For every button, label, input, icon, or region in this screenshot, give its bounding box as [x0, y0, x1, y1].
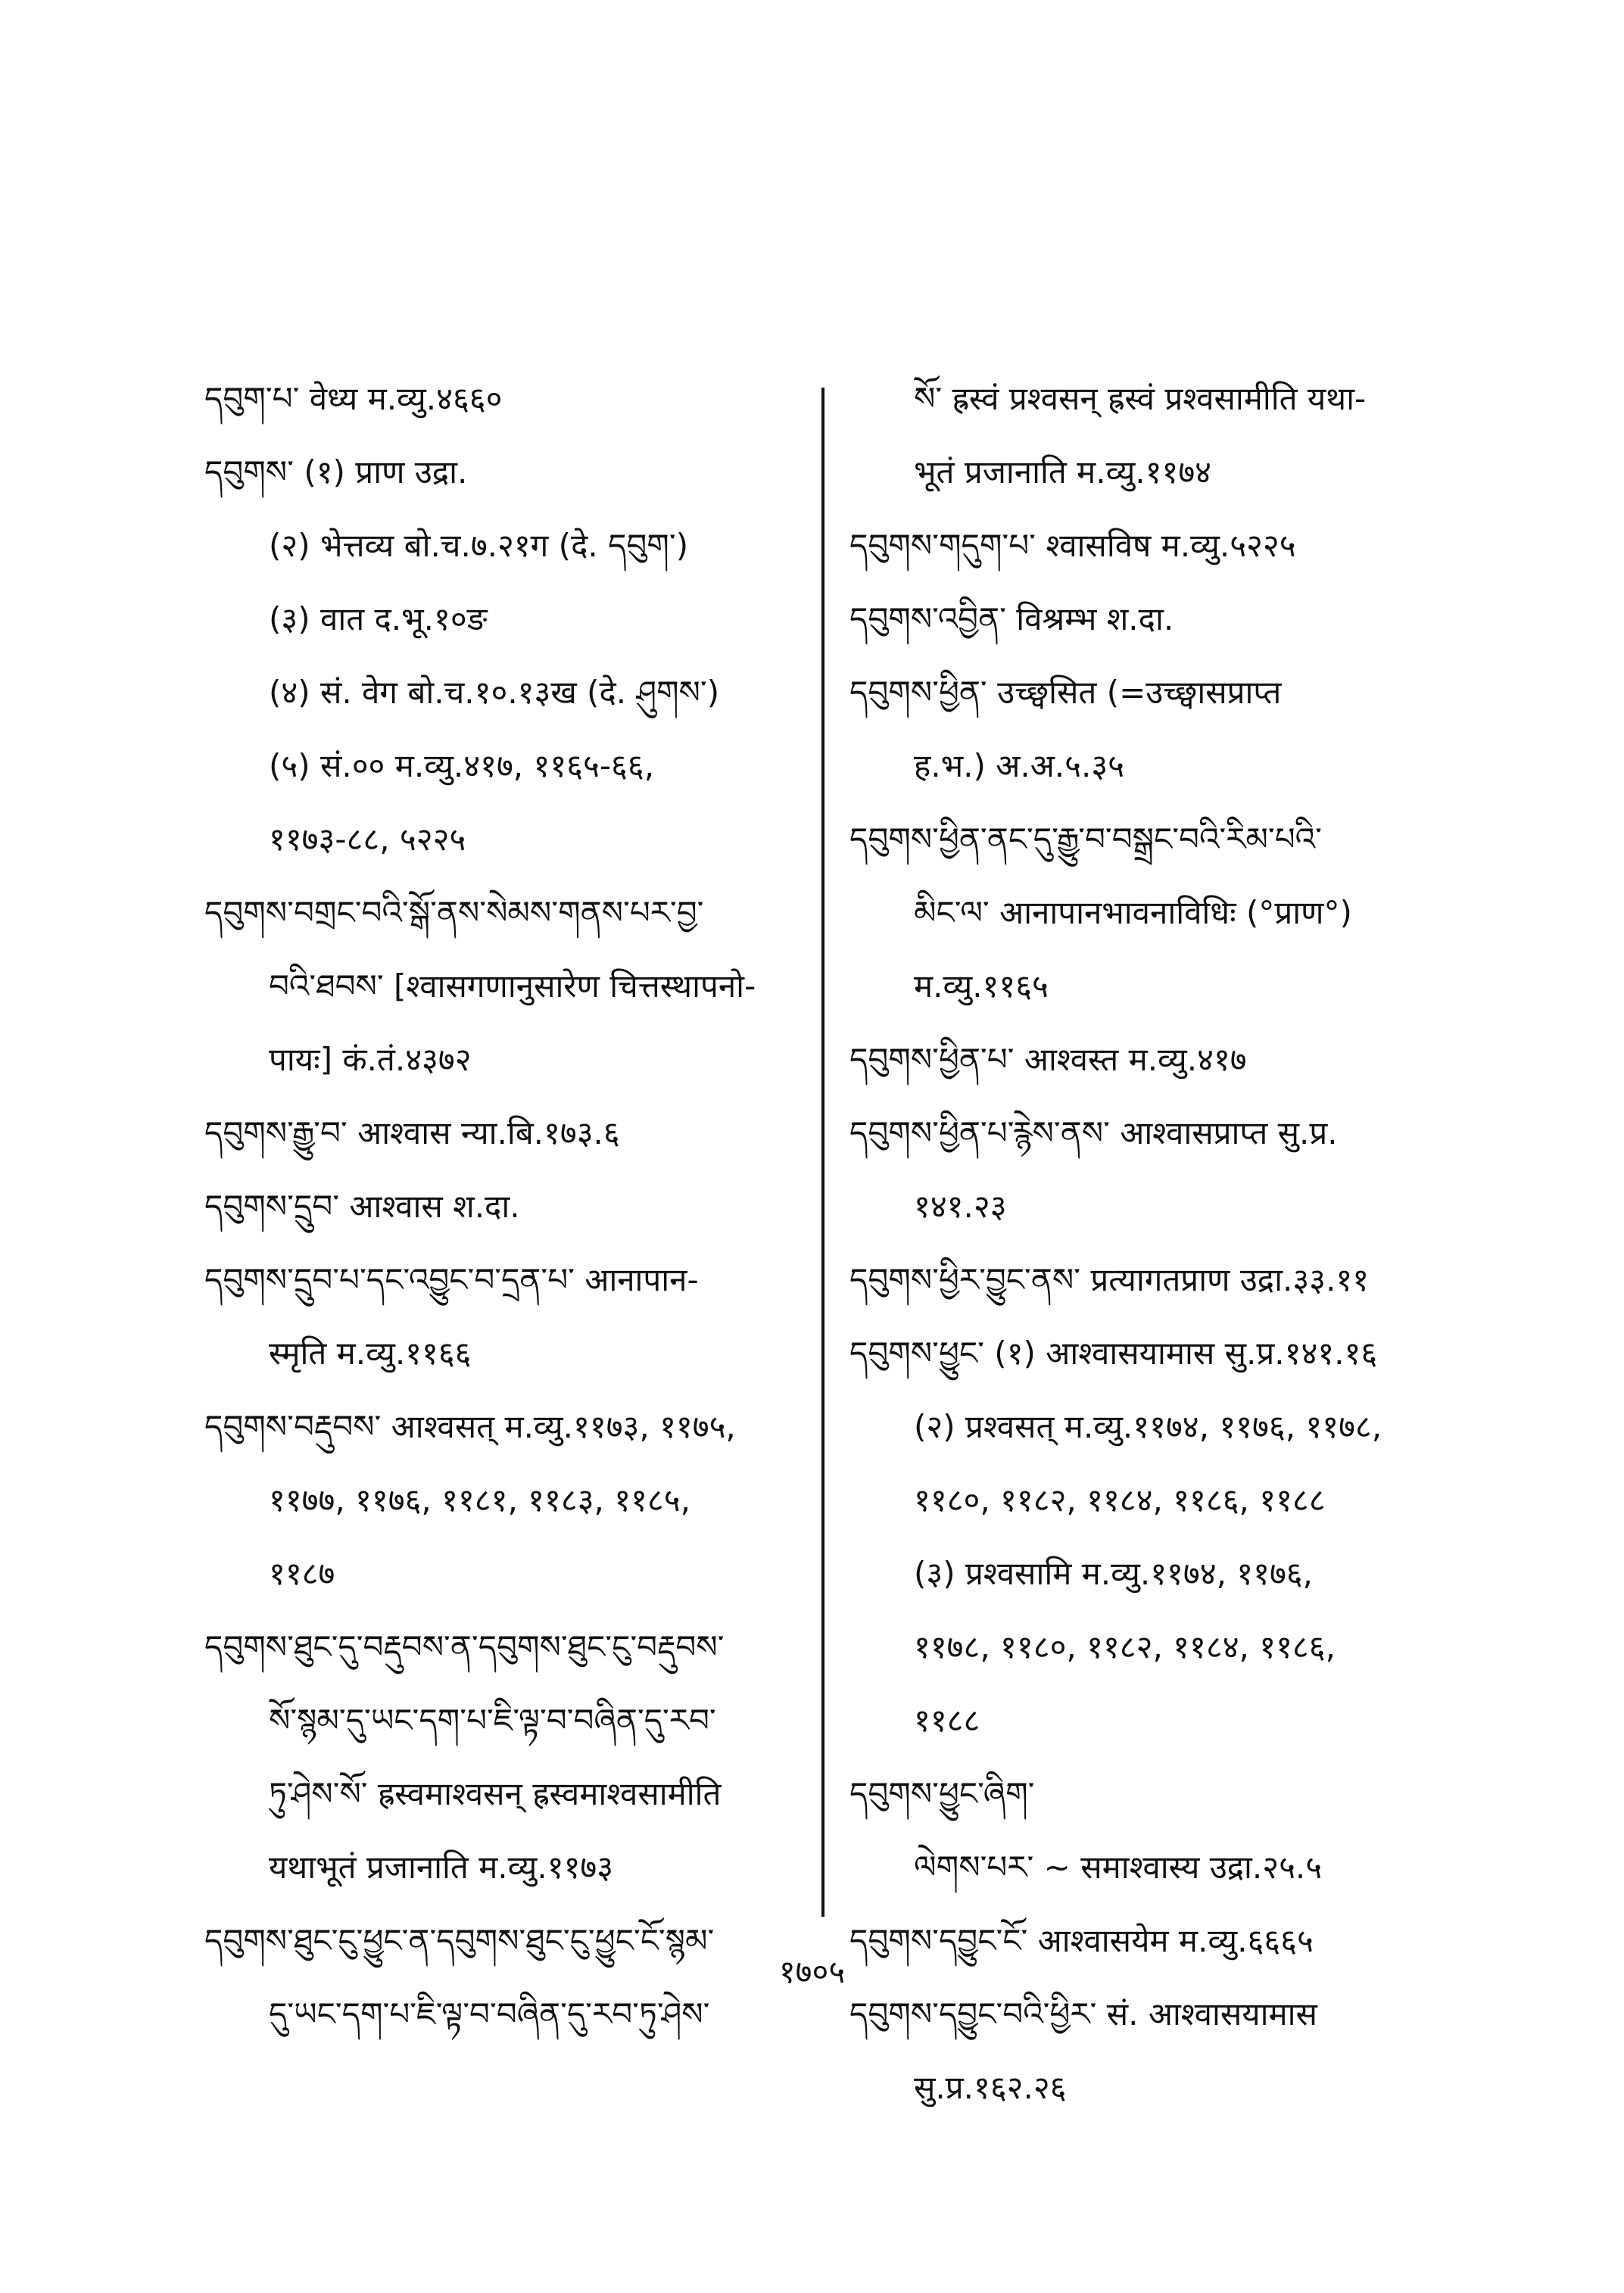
dictionary-line: དབུགས་ཕྱུང་ (१) आश्वासयामास सु.प्र.१४१.१६: [849, 1335, 1378, 1372]
dictionary-line: (४) सं. वेग बो.च.१०.१३ख (दे. ཤུགས་): [269, 674, 720, 711]
dictionary-line: དབུགས་དྲུབ་ आश्वास श.दा.: [204, 1188, 520, 1225]
dictionary-line: (३) प्रश्वसामि म.व्यु.११७४, ११७६,: [914, 1555, 1313, 1592]
dictionary-line: དབུགས་ཕྱིན་ནང་དུ་རྒྱུ་བ་བསྒྲང་བའི་རིམ་པའི་: [849, 821, 1322, 858]
dictionary-line: དབུགས་བགྲང་བའི་སྒོ་ནས་སེམས་གནས་པར་བྱ་: [204, 894, 704, 931]
dictionary-line: सु.प्र.१६२.२६: [914, 2069, 1067, 2106]
dictionary-line: དབུགས་ཕྱིན་ उच्छ्वसित (=उच्छ्वासप्राप्त: [849, 674, 1282, 711]
left-column: [204, 362, 810, 2051]
dictionary-line: དུ་ཡང་དག་པ་ཇི་ལྟ་བ་བཞིན་དུ་རབ་ཏུ་ཤེས་: [269, 1995, 710, 2033]
dictionary-line: ११८८: [914, 1702, 980, 1739]
dictionary-line: पायः] कं.तं.४३७२: [269, 1041, 472, 1078]
dictionary-line: ह.भ.) अ.अ.५.३५: [914, 747, 1125, 784]
dictionary-line: དབུགས་ཕྱིན་པ་ आश्वस्त म.व्यु.४१७: [849, 1041, 1247, 1078]
dictionary-line: དབུགས་བརྡུབས་ आश्वसत् म.व्यु.११७३, ११७५,: [204, 1408, 736, 1445]
dictionary-line: स्मृति म.व्यु.११६६: [269, 1335, 472, 1372]
dictionary-line: ཏུ་ཤེས་སོ་ ह्रस्वमाश्वसन् ह्रस्वमाश्वसामीति: [269, 1775, 722, 1812]
dictionary-line: ११८०, ११८२, ११८४, ११८६, ११८८: [914, 1481, 1326, 1519]
dictionary-line: སོ་སྙམ་དུ་ཡང་དག་པ་ཇི་ལྟ་བ་བཞིན་དུ་རབ་: [269, 1702, 716, 1739]
dictionary-line: ལེགས་པར་ ~ समाश्वास्य उद्रा.२५.५: [914, 1849, 1323, 1886]
dictionary-line: १४१.२३: [914, 1188, 1007, 1225]
dictionary-line: (२) भेत्तव्य बो.च.७.२१ग (दे. དབུག་): [269, 527, 689, 564]
dictionary-line: भूतं प्रजानाति म.व्यु.११७४: [914, 453, 1212, 491]
dictionary-line: ११७७, ११७६, ११८१, ११८३, ११८५,: [269, 1481, 690, 1519]
page-number: १७०५: [778, 1953, 846, 1990]
dictionary-line: སོ་ ह्रस्वं प्रश्वसन् ह्रस्वं प्रश्वसामीति यथा-: [914, 380, 1367, 417]
dictionary-line: དབུགས་ཐུང་ངུ་ཕྱུང་ན་དབུགས་ཐུང་ངུ་ཕྱུང་ངོ་སྙམ་: [204, 1922, 715, 1959]
dictionary-line: དབུག་པ་ वेध्य म.व्यु.४६६०: [204, 380, 503, 417]
dictionary-line: བའི་ཐབས་ [श्वासगणानुसारेण चित्तस्थापनो-: [269, 967, 756, 1005]
dictionary-line: म.व्यु.११६५: [914, 967, 1049, 1005]
dictionary-line: དབུགས་རྒྱུ་བ་ आश्वास न्या.बि.१७३.६: [204, 1114, 620, 1151]
dictionary-line: यथाभूतं प्रजानाति म.व्यु.११७३: [269, 1849, 614, 1886]
dictionary-line: དབུགས་གདུག་པ་ श्वासविष म.व्यु.५२२५: [849, 527, 1296, 564]
dictionary-line: དབུགས་དབྱུང་ངོ་ आश्वासयेम म.व्यु.६६६५: [849, 1922, 1314, 1959]
dictionary-line: (३) वात द.भू.१०ङ: [269, 600, 488, 637]
dictionary-line: ११७३-८८, ५२२५: [269, 821, 466, 858]
dictionary-line: (२) प्रश्वसत् म.व्यु.११७४, ११७६, ११७८,: [914, 1408, 1382, 1445]
column-divider: [821, 388, 824, 1917]
dictionary-line: དབུགས་ཐུང་དུ་བརྡུབས་ན་དབུགས་ཐུང་ངུ་བརྡུབས་: [204, 1628, 725, 1665]
dictionary-line: མིང་ལ་ आनापानभावनाविधिः (°प्राण°): [914, 894, 1352, 931]
dictionary-line: དབུགས་ཕྱིར་བྱུང་ནས་ प्रत्यागतप्राण उद्रा.३३.११: [849, 1261, 1370, 1298]
dictionary-line: ११७८, ११८०, ११८२, ११८४, ११८६,: [914, 1628, 1336, 1665]
dictionary-line: དབུགས་ཕྱུང་ཞིག་: [849, 1775, 1035, 1812]
dictionary-line: དབུགས་ཕྱིན་པ་རྙེས་ནས་ आश्वासप्राप्त सु.प्र.: [849, 1114, 1338, 1151]
dictionary-line: དབུགས་དྲུབ་པ་དང་འབྱུང་བ་དྲན་པ་ आनापान-: [204, 1261, 699, 1298]
right-column: [849, 362, 1448, 2124]
dictionary-line: (५) सं.०० म.व्यु.४१७, ११६५-६६,: [269, 747, 655, 784]
dictionary-line: དབུགས་དབྱུང་བའི་ཕྱིར་ सं. आश्वासयामास: [849, 1995, 1317, 2033]
dictionary-line: དབུགས་ (१) प्राण उद्रा.: [204, 453, 468, 491]
dictionary-line: དབུགས་འབྱིན་ विश्रम्भ श.दा.: [849, 600, 1174, 637]
dictionary-line: ११८७: [269, 1555, 335, 1592]
